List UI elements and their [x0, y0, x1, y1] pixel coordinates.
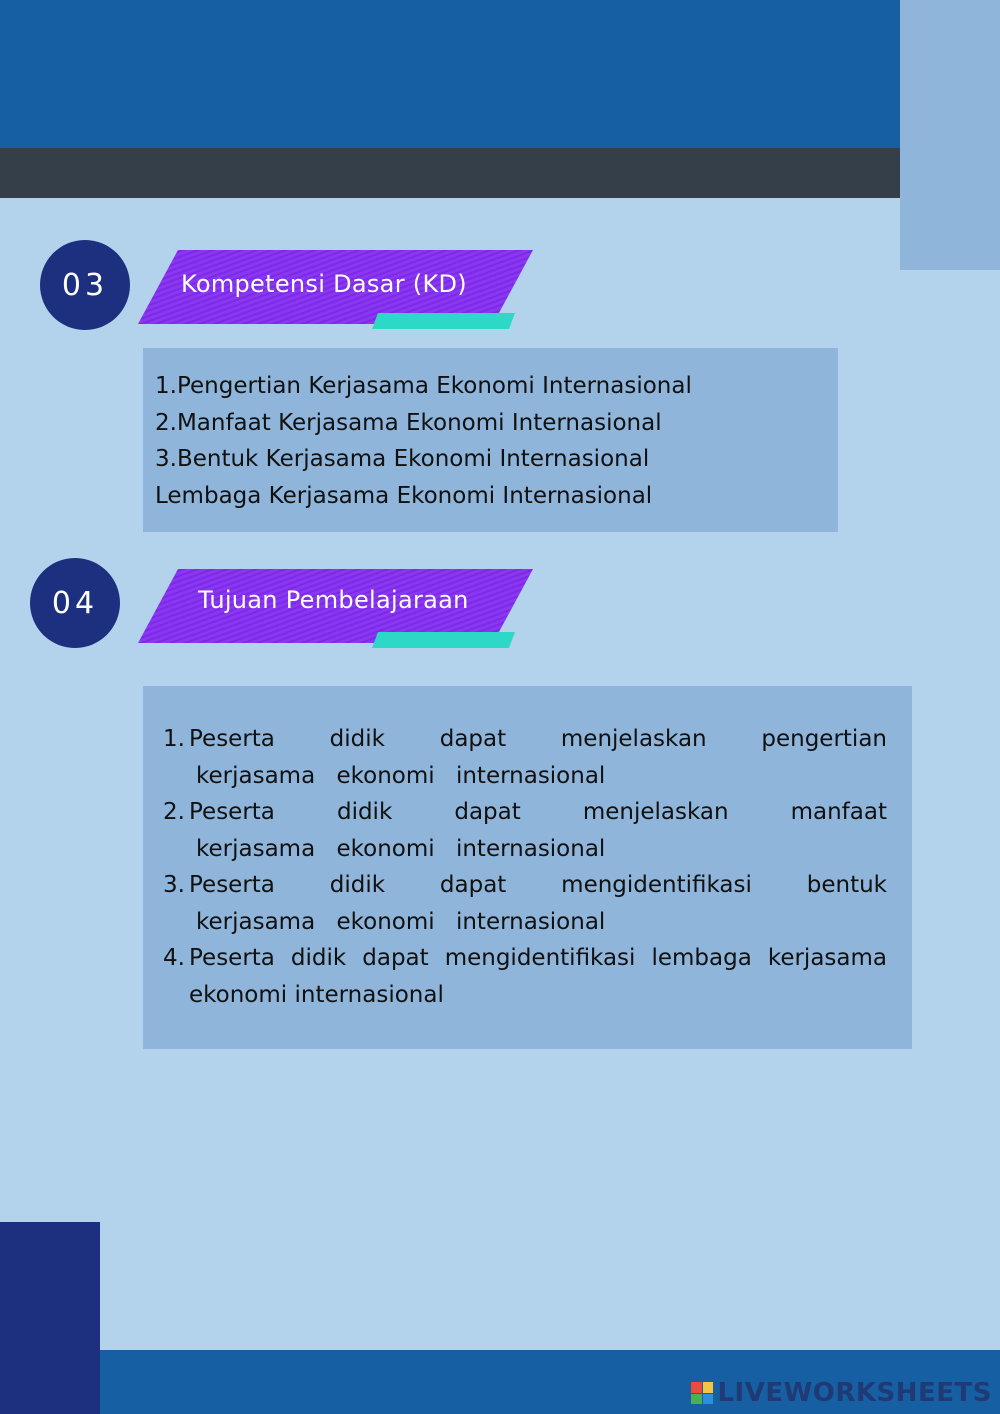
list-item: 3.Bentuk Kerjasama Ekonomi Internasional: [155, 446, 650, 472]
footer-corner-block: [0, 1222, 100, 1414]
item-text-continued: kerjasama ekonomi internasional: [196, 835, 606, 862]
list-item: [163, 867, 887, 940]
watermark-text: LIVEWORKSHEETS: [717, 1378, 992, 1408]
section-number: 04: [51, 585, 99, 621]
kd-list: [155, 368, 692, 514]
item-number: 1.: [163, 726, 185, 752]
corner-decoration: [900, 0, 1000, 270]
header-band: [0, 0, 900, 148]
item-text-continued: kerjasama ekonomi internasional: [196, 908, 606, 935]
watermark: [691, 1378, 992, 1408]
item-number: 3.: [163, 872, 185, 898]
liveworksheets-logo-icon: [691, 1382, 713, 1404]
section-number-badge: [40, 240, 130, 330]
item-number: 2.: [163, 799, 185, 825]
item-text: Peserta didik dapat menjelaskan pengertian: [189, 726, 887, 752]
list-item: [163, 794, 887, 867]
item-number: 4.: [163, 945, 185, 971]
item-text-continued: ekonomi internasional: [189, 981, 444, 1008]
banner-accent-stripe: [372, 313, 515, 329]
list-item: [163, 721, 887, 794]
learning-goals-box: [143, 686, 912, 1049]
banner-accent-stripe: [372, 632, 515, 648]
header-dark-stripe: [0, 148, 900, 198]
list-item: 1.Pengertian Kerjasama Ekonomi Internasional: [155, 373, 692, 399]
kd-content-box: [143, 348, 838, 532]
section-title: Kompetensi Dasar (KD): [181, 270, 467, 298]
section-title: Tujuan Pembelajaraan: [198, 586, 469, 614]
item-text-continued: kerjasama ekonomi internasional: [196, 762, 606, 789]
list-item: [163, 940, 887, 1013]
list-item: Lembaga Kerjasama Ekonomi Internasional: [155, 482, 653, 509]
section-number: 03: [61, 267, 109, 303]
item-text: Peserta didik dapat mengidentifikasi lembaga kerjasama: [189, 945, 887, 971]
section-number-badge: [30, 558, 120, 648]
item-text: Peserta didik dapat menjelaskan manfaat: [189, 799, 887, 825]
item-text: Peserta didik dapat mengidentifikasi bentuk: [189, 872, 887, 898]
list-item: 2.Manfaat Kerjasama Ekonomi Internasional: [155, 409, 662, 436]
